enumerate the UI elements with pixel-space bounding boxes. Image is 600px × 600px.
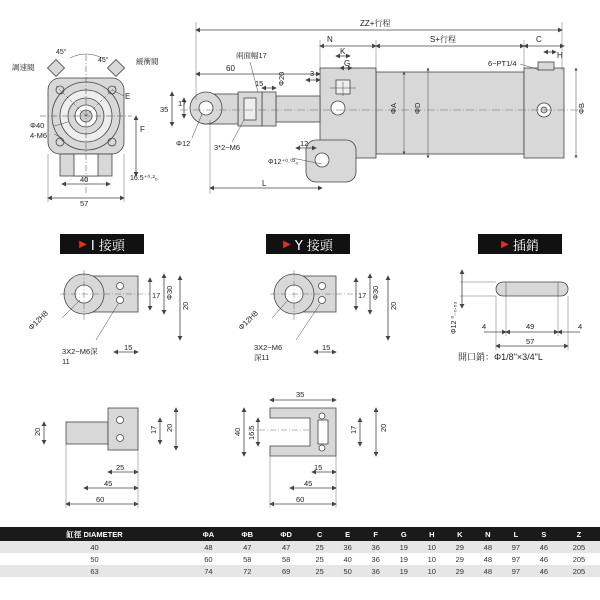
y-m6-depth: 深11	[254, 353, 270, 362]
table-cell: 72	[228, 565, 267, 577]
table-cell: 47	[228, 541, 267, 553]
side-l: L	[262, 179, 267, 188]
table-cell: 69	[267, 565, 306, 577]
c-label: C	[536, 35, 542, 44]
side-phid: ΦD	[413, 102, 422, 114]
speed-valve-label: 調速閥	[12, 63, 35, 72]
table-cell: 29	[446, 565, 474, 577]
table-cell: 205	[558, 565, 600, 577]
side-phi12tol: Φ12⁺⁰·⁰³₀	[268, 159, 299, 166]
zz-stroke-label: ZZ+行程	[360, 19, 391, 28]
table-cell: 46	[530, 553, 558, 565]
header-marker-icon: ▶	[79, 238, 87, 250]
column-header: K	[446, 527, 474, 541]
table-cell: 29	[446, 553, 474, 565]
front-m6-label: 4-M6	[30, 131, 48, 140]
i-m6: 3X2−M6深	[62, 347, 98, 356]
table-row	[0, 565, 600, 577]
h-label: H	[557, 51, 563, 60]
column-header: H	[418, 527, 446, 541]
i-dim20c: 20	[165, 423, 174, 432]
table-cell: 19	[390, 541, 418, 553]
table-cell: 36	[334, 541, 362, 553]
side-phi12: Φ12	[176, 139, 191, 148]
side-phi20: Φ20	[277, 71, 286, 86]
table-cell: 97	[502, 541, 530, 553]
table-cell: 97	[502, 553, 530, 565]
g-label: G	[344, 59, 351, 68]
column-header: C	[306, 527, 334, 541]
column-header: N	[474, 527, 502, 541]
front-angle-right: 45°	[98, 57, 109, 64]
y-dim60: 60	[296, 495, 305, 504]
side-dim15: 15	[255, 79, 264, 88]
side-dim12: 12	[300, 139, 309, 148]
table-cell: 58	[228, 553, 267, 565]
table-cell: 48	[474, 565, 502, 577]
column-header: G	[390, 527, 418, 541]
table-cell: 25	[306, 541, 334, 553]
y-dim20b: 20	[379, 423, 388, 432]
table-cell: 74	[189, 565, 228, 577]
side-phib: ΦB	[577, 103, 586, 114]
i-dim17b: 17	[149, 425, 158, 434]
table-cell: 46	[530, 565, 558, 577]
table-cell: 50	[0, 553, 189, 565]
i-dim17: 17	[152, 291, 161, 300]
front-phi40-label: Φ40	[30, 121, 45, 130]
table-cell: 40	[0, 541, 189, 553]
pin-dim57: 57	[526, 337, 535, 346]
table-cell: 40	[334, 553, 362, 565]
front-angle-left: 45°	[56, 49, 67, 56]
table-cell: 36	[362, 541, 390, 553]
table-cell: 60	[189, 553, 228, 565]
table-cell: 29	[446, 541, 474, 553]
y-dim20: 20	[389, 301, 398, 310]
i-phi30: Φ30	[165, 285, 174, 300]
table-cell: 36	[362, 565, 390, 577]
i-dim20: 20	[181, 301, 190, 310]
column-header: Z	[558, 527, 600, 541]
pin-detail	[460, 270, 583, 350]
y-joint-detail	[244, 270, 388, 508]
table-cell: 36	[362, 553, 390, 565]
i-dim20b: 20	[33, 427, 42, 436]
table-cell: 205	[558, 553, 600, 565]
table-cell: 58	[267, 553, 306, 565]
column-header: ΦD	[267, 527, 306, 541]
column-header: E	[334, 527, 362, 541]
table-cell: 47	[267, 541, 306, 553]
y-phi30: Φ30	[371, 285, 380, 300]
y-dim40: 40	[233, 427, 242, 436]
pin-dim4a: 4	[482, 322, 487, 331]
spec-table-header	[0, 527, 600, 541]
y-m6: 3X2−M6	[254, 343, 283, 352]
table-cell: 19	[390, 553, 418, 565]
table-row	[0, 541, 600, 553]
spec-table	[0, 527, 600, 577]
spec-table-body	[0, 541, 600, 577]
y-dim17: 17	[358, 291, 367, 300]
table-cell: 205	[558, 541, 600, 553]
table-cell: 46	[530, 541, 558, 553]
column-header: ΦB	[228, 527, 267, 541]
header-marker-icon: ▶	[283, 238, 291, 250]
side-view	[172, 22, 580, 194]
i-dim60: 60	[96, 495, 105, 504]
pt-label: 6−PT1/4	[488, 59, 517, 68]
pin-tolerance: Φ12 ⁰₋₀.₀₃	[451, 301, 458, 334]
column-header: 缸徑 DIAMETER	[0, 527, 189, 541]
i-dim25: 25	[116, 463, 125, 472]
table-row	[0, 553, 600, 565]
cushion-valve-label: 緩衝閥	[136, 57, 159, 66]
front-dim57: 57	[80, 199, 89, 208]
table-cell: 10	[418, 541, 446, 553]
table-cell: 48	[474, 541, 502, 553]
column-header: F	[362, 527, 390, 541]
y-phi12h8: Φ12H8	[236, 308, 260, 332]
i-dim15: 15	[124, 343, 133, 352]
two-side-width-label: 兩面幅17	[236, 51, 267, 60]
front-tolerance: 16.5⁺⁰·²₀	[130, 175, 158, 182]
column-header: L	[502, 527, 530, 541]
table-cell: 10	[418, 565, 446, 577]
side-phia: ΦA	[389, 103, 398, 114]
side-dim3: 3	[310, 69, 315, 78]
y-dim16-5: 16.5	[247, 425, 256, 440]
table-cell: 25	[306, 565, 334, 577]
pin-dim49: 49	[526, 322, 535, 331]
side-dim35: 35	[160, 105, 169, 114]
k-label: K	[340, 47, 346, 56]
table-cell: 63	[0, 565, 189, 577]
cotter-pin-label: 開口銷：Φ1/8"×3/4"L	[458, 352, 543, 362]
n-label: N	[327, 35, 333, 44]
column-header: ΦA	[189, 527, 228, 541]
y-dim15b: 15	[314, 463, 323, 472]
side-dim17: 17	[178, 99, 187, 108]
s-stroke-label: S+行程	[430, 35, 457, 44]
y-dim15: 15	[322, 343, 331, 352]
y-joint-header: ▶ Y 接頭	[266, 234, 350, 254]
pin-header: ▶ 插銷	[478, 234, 562, 254]
i-joint-header: ▶ I 接頭	[60, 234, 144, 254]
header-marker-icon: ▶	[501, 238, 509, 250]
front-dim40: 40	[80, 175, 89, 184]
column-header: S	[530, 527, 558, 541]
table-cell: 19	[390, 565, 418, 577]
table-cell: 25	[306, 553, 334, 565]
i-joint-detail	[44, 270, 180, 508]
table-cell: 50	[334, 565, 362, 577]
front-e-label: E	[125, 92, 131, 101]
side-dim60: 60	[226, 64, 235, 73]
y-dim45: 45	[304, 479, 313, 488]
y-dim17b: 17	[349, 425, 358, 434]
front-f-label: F	[140, 125, 145, 134]
i-dim45: 45	[104, 479, 113, 488]
table-cell: 48	[189, 541, 228, 553]
pin-dim4b: 4	[578, 322, 583, 331]
y-dim35: 35	[296, 390, 305, 399]
table-cell: 97	[502, 565, 530, 577]
table-cell: 10	[418, 553, 446, 565]
table-cell: 48	[474, 553, 502, 565]
side-m6x3: 3*2−M6	[214, 143, 241, 152]
i-phi12h8: Φ12H8	[26, 308, 50, 332]
i-m6-depth: 11	[62, 357, 70, 366]
